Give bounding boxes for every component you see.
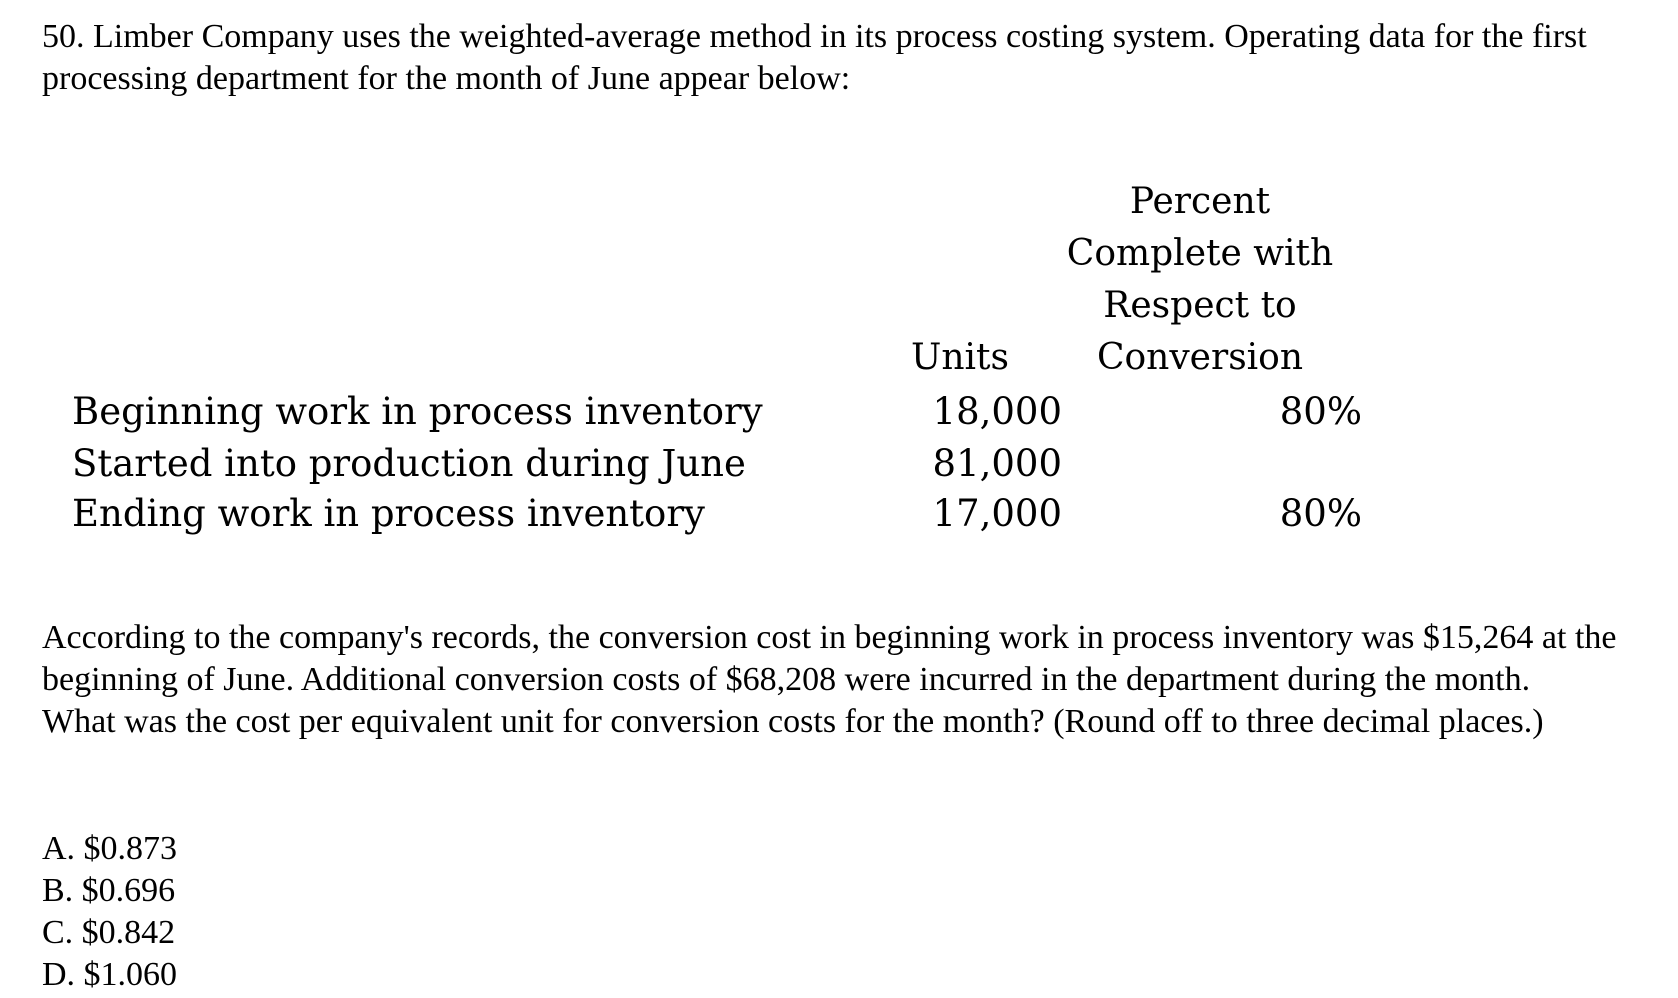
- question-intro: 50. Limber Company uses the weighted-average method in its process costing system. Operating data for the first processing department for the month of June appear below:: [42, 18, 1587, 97]
- choice-c[interactable]: C. $0.842: [42, 914, 176, 951]
- row-label-text: Ending work in process inventory: [72, 492, 709, 535]
- row-label: [72, 438, 850, 490]
- table-row: [72, 438, 1472, 490]
- row-label-text: Beginning work in process inventory: [72, 390, 767, 433]
- percent-header-line: Conversion: [1096, 337, 1304, 378]
- question-body: [42, 617, 1642, 743]
- question-prompt: What was the cost per equivalent unit for conversion costs for the month? (Round off to three decimal places.): [42, 703, 1544, 740]
- row-units: 17,000: [932, 492, 1062, 535]
- percent-header-line: Respect to: [1103, 285, 1297, 326]
- row-percent: 80%: [1279, 390, 1362, 433]
- row-percent: 80%: [1279, 492, 1362, 535]
- units-header: Units: [911, 337, 1009, 378]
- table-row: [72, 386, 1472, 438]
- answer-choices: [42, 828, 177, 996]
- followup-text: According to the company's records, the conversion cost in beginning work in process inventory was $15,264 at the beginning of June. Additional conversion costs of $68,208 were incurred in the department during the month.: [42, 619, 1617, 698]
- choice-a[interactable]: A. $0.873: [42, 830, 178, 867]
- percent-header-line: Percent: [1129, 181, 1271, 222]
- choice-b[interactable]: B. $0.696: [42, 872, 176, 909]
- row-label: [72, 386, 850, 438]
- percent-header-line: Complete with: [1066, 233, 1334, 274]
- table-row: [72, 488, 1472, 540]
- row-units: 18,000: [932, 390, 1062, 433]
- percent-complete-header: [1040, 176, 1360, 384]
- row-units: 81,000: [932, 442, 1062, 485]
- row-label-text: Started into production during June: [72, 442, 750, 485]
- row-label: [72, 488, 850, 540]
- choice-d[interactable]: D. $1.060: [42, 956, 178, 993]
